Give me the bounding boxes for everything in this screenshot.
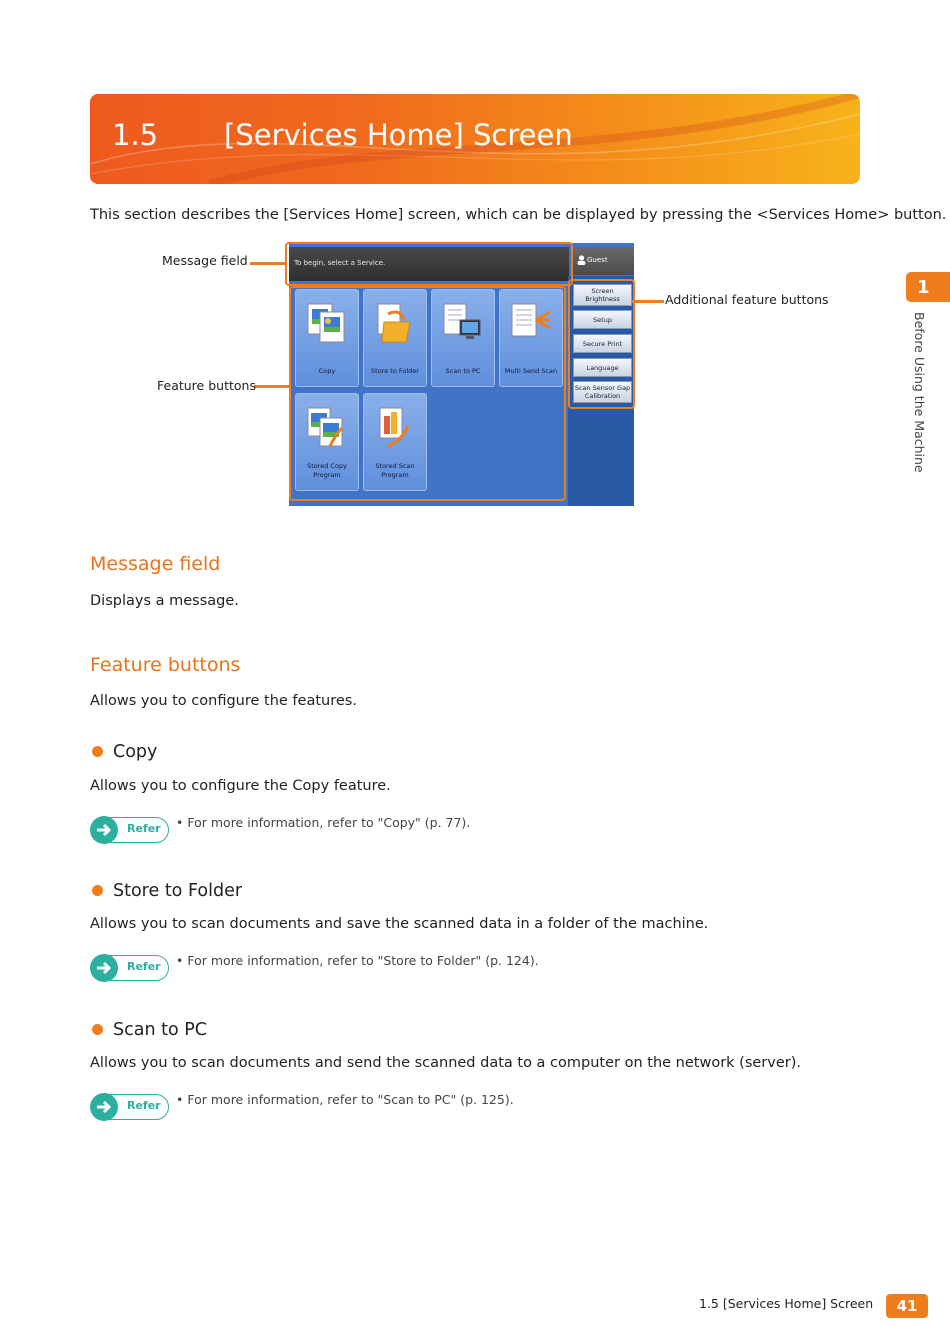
- language-button[interactable]: Language: [573, 358, 632, 377]
- store-to-folder-description: Allows you to scan documents and save the scanned data in a folder of the machine.: [90, 916, 709, 932]
- user-indicator[interactable]: [573, 247, 634, 275]
- message-field-callout: Message field: [162, 253, 248, 268]
- copy-reference[interactable]: • For more information, refer to "Copy" (p. 77).: [176, 815, 471, 830]
- message-text: To begin, select a Service.: [294, 259, 386, 267]
- section-banner: [90, 94, 860, 184]
- arrow-right-icon: [90, 1093, 118, 1121]
- bullet-dot: [92, 746, 103, 757]
- page-number: 41: [886, 1294, 928, 1318]
- scan-sensor-gap-calibration-button[interactable]: Scan Sensor Gap Calibration: [573, 381, 632, 403]
- chapter-tab: [906, 272, 950, 302]
- additional-buttons-leader: [632, 300, 664, 303]
- scan-to-pc-reference-text: For more information, refer to "Scan to PC" (p. 125).: [187, 1092, 514, 1107]
- copy-button-label: Copy: [318, 367, 336, 375]
- refer-label: Refer: [127, 822, 161, 835]
- message-field-leader: [250, 262, 286, 265]
- refer-label: Refer: [127, 1099, 161, 1112]
- section-number: 1.5: [112, 118, 159, 152]
- intro-paragraph: This section describes the [Services Home] screen, which can be displayed by pressing the <Services Home> button.: [90, 207, 947, 223]
- footer-title: 1.5 [Services Home] Screen: [699, 1296, 874, 1311]
- feature-buttons-description: Allows you to configure the features.: [90, 693, 357, 709]
- user-label: Guest: [587, 256, 608, 264]
- refer-badge: [91, 955, 169, 981]
- additional-buttons-callout: Additional feature buttons: [665, 292, 829, 307]
- scan-to-pc-reference[interactable]: • For more information, refer to "Scan to PC" (p. 125).: [176, 1092, 514, 1107]
- message-field-heading: Message field: [90, 553, 221, 575]
- feature-buttons-heading: Feature buttons: [90, 654, 241, 676]
- stored-copy-program-label: Stored Copy Program: [307, 462, 347, 479]
- chapter-label: Before Using the Machine: [912, 312, 927, 473]
- bullet-dot: [92, 885, 103, 896]
- store-to-folder-label: Store to Folder: [371, 367, 419, 375]
- setup-button[interactable]: Setup: [573, 310, 632, 329]
- scan-to-pc-heading: Scan to PC: [113, 1020, 208, 1040]
- copy-heading: Copy: [113, 742, 158, 762]
- user-icon: [577, 255, 586, 265]
- store-to-folder-reference-text: For more information, refer to "Store to Folder" (p. 124).: [187, 953, 539, 968]
- refer-label: Refer: [127, 960, 161, 973]
- feature-buttons-leader: [254, 385, 290, 388]
- additional-buttons-highlight: [568, 279, 635, 409]
- scan-to-pc-label: Scan to PC: [445, 367, 481, 375]
- scan-to-pc-description: Allows you to scan documents and send the scanned data to a computer on the network (server).: [90, 1055, 801, 1071]
- arrow-right-icon: [90, 954, 118, 982]
- refer-badge: [91, 1094, 169, 1120]
- chapter-number: 1: [917, 277, 930, 298]
- store-to-folder-reference[interactable]: • For more information, refer to "Store to Folder" (p. 124).: [176, 953, 539, 968]
- bullet-dot: [92, 1024, 103, 1035]
- secure-print-button[interactable]: Secure Print: [573, 334, 632, 353]
- store-to-folder-heading: Store to Folder: [113, 881, 243, 901]
- section-title: [Services Home] Screen: [224, 118, 573, 152]
- stored-scan-program-label: Stored Scan Program: [375, 462, 415, 479]
- refer-badge: [91, 817, 169, 843]
- feature-buttons-callout: Feature buttons: [157, 378, 256, 393]
- message-field-description: Displays a message.: [90, 593, 239, 609]
- arrow-right-icon: [90, 816, 118, 844]
- feature-buttons-highlight: [289, 286, 566, 501]
- message-field-highlight: [285, 242, 573, 286]
- copy-description: Allows you to configure the Copy feature.: [90, 778, 391, 794]
- copy-reference-text: For more information, refer to "Copy" (p. 77).: [187, 815, 471, 830]
- screen-brightness-button[interactable]: Screen Brightness: [573, 284, 632, 306]
- multi-send-scan-label: Multi Send Scan: [504, 367, 558, 375]
